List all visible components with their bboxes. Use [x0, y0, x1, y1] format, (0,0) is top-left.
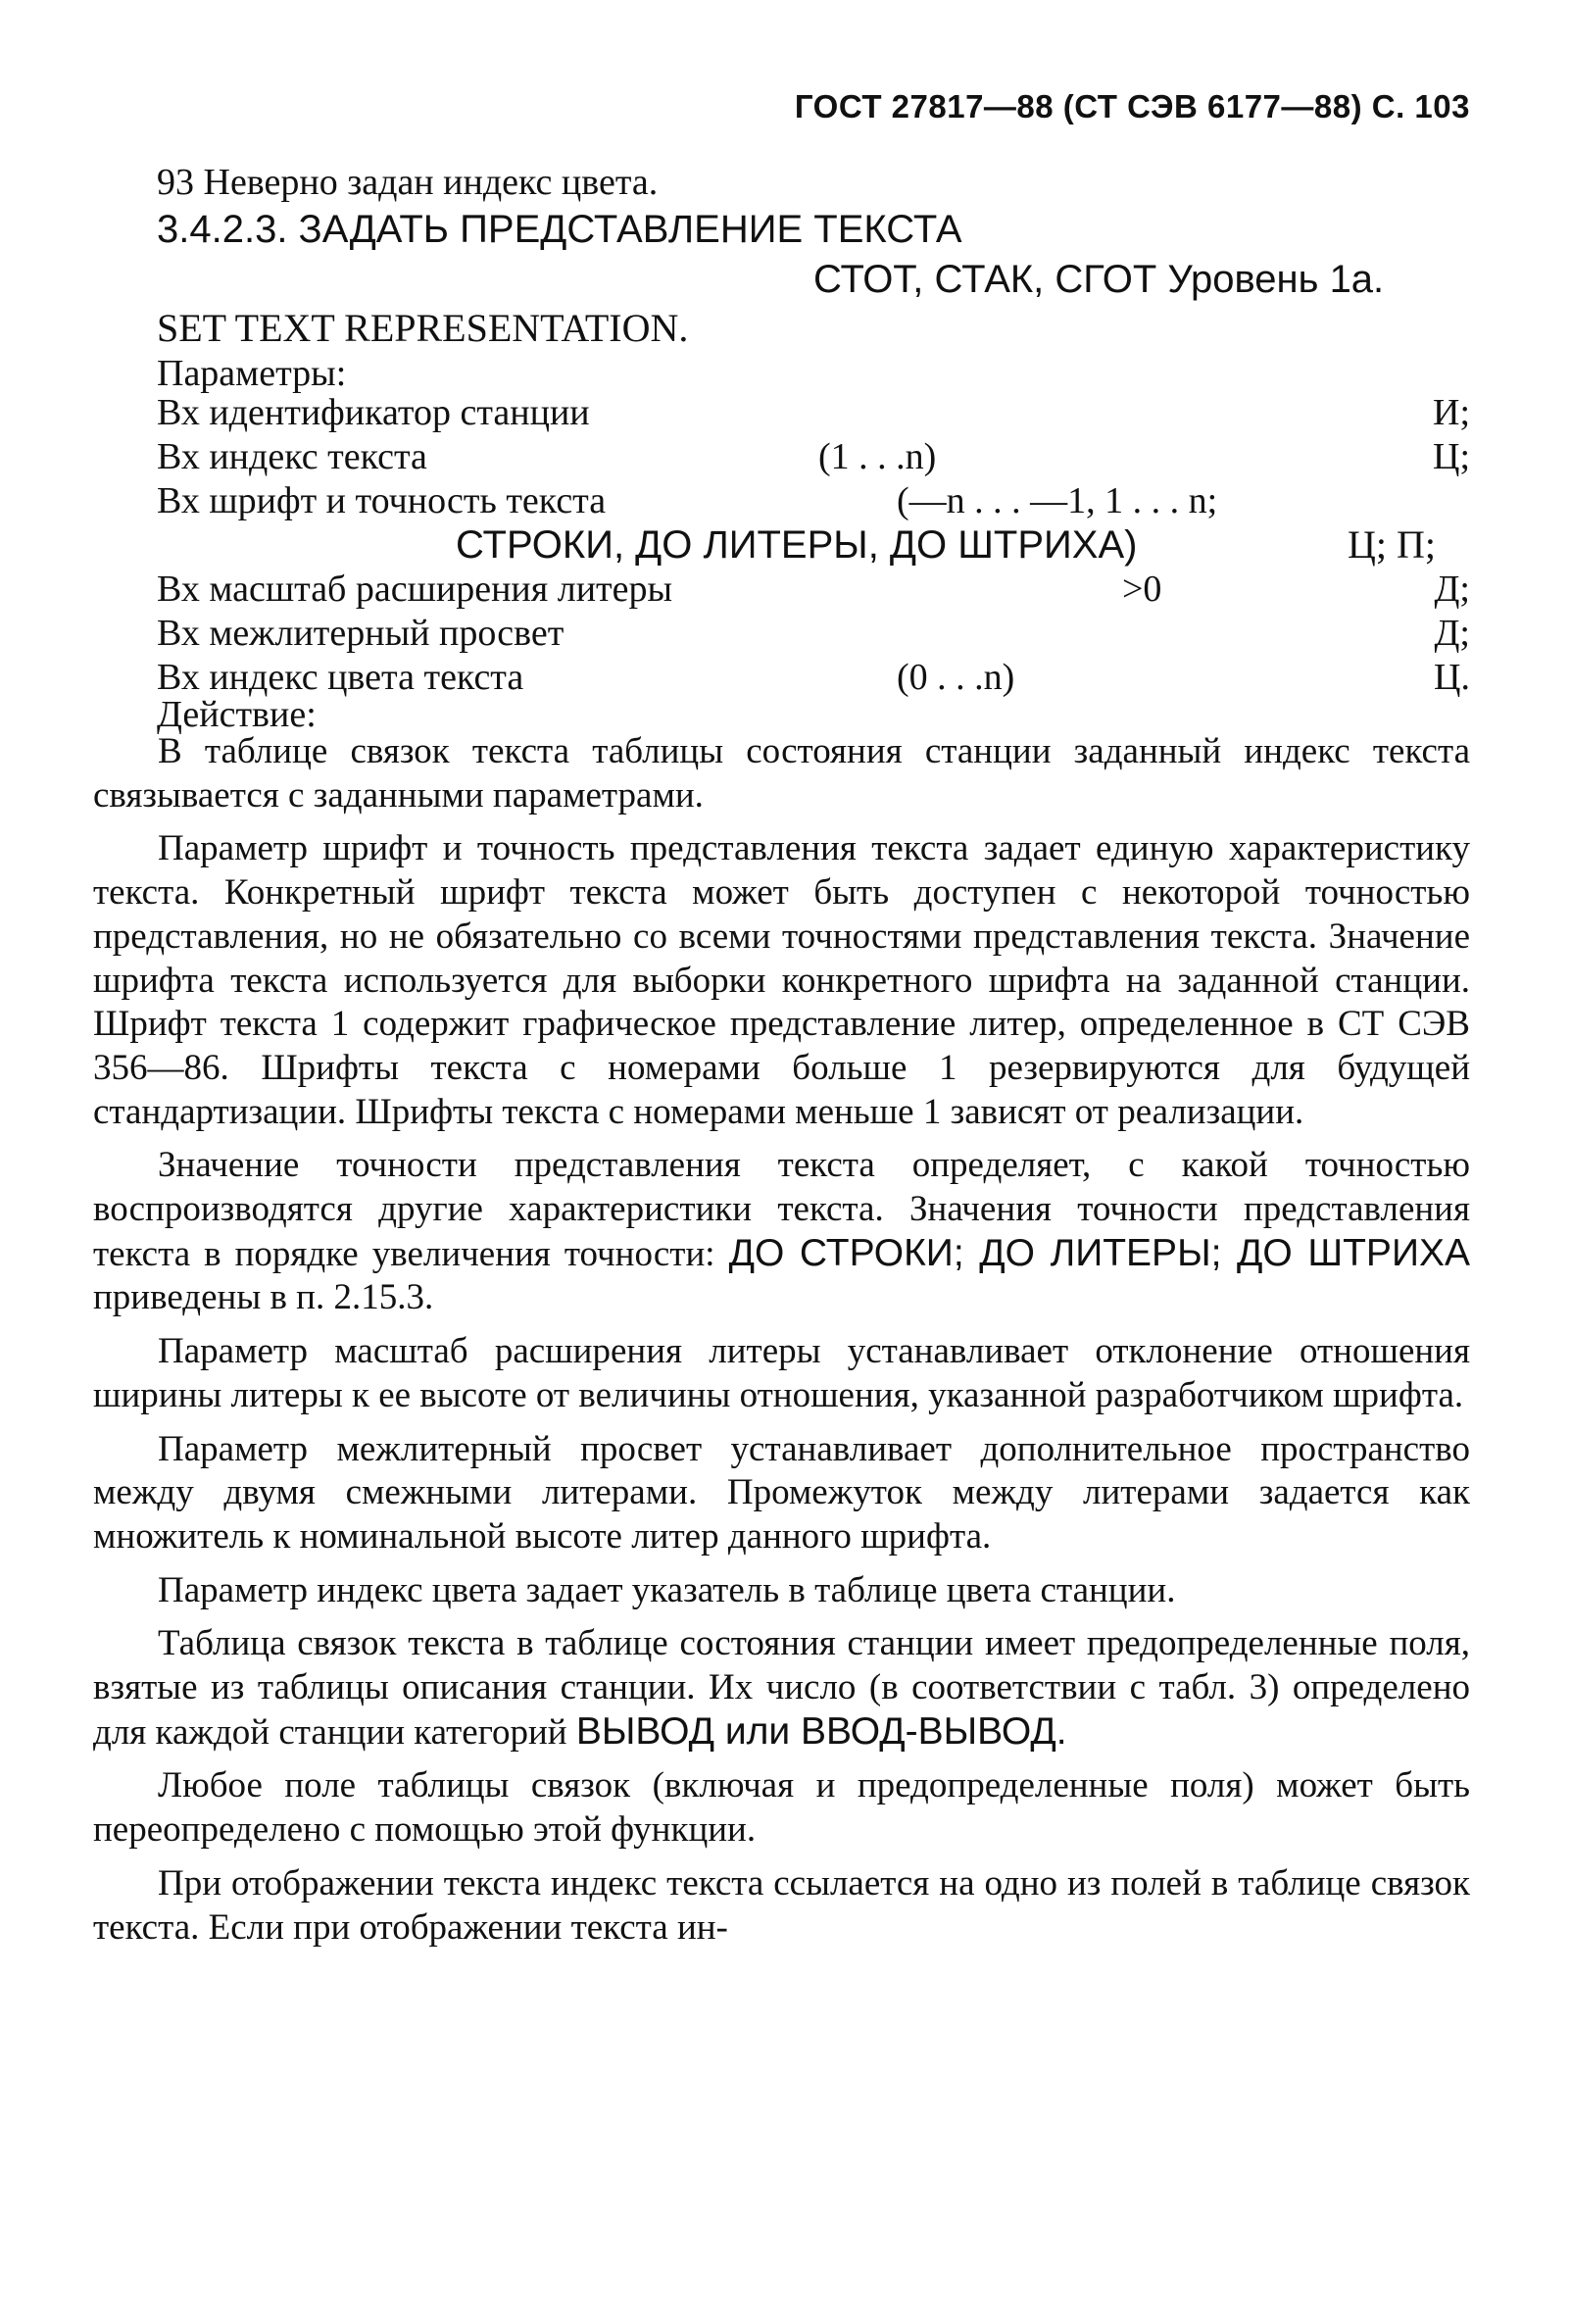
param-range: (1 . . .n)	[818, 436, 937, 477]
param-row	[157, 390, 1470, 435]
param-name: Вх индекс цвета текста	[157, 657, 524, 698]
paragraph: Параметр индекс цвета задает указатель в таблице цвета станции.	[158, 1569, 1176, 1610]
param-name: Вх индекс текста	[157, 436, 427, 477]
paragraph: Параметр шрифт и точность представления текста задает единую характеристику текста. Конкретный шрифт текста может быть доступен с некоторой точностью представления, но не обязательно со всеми точностями представления текста. Значение шрифта текста используется для выборки конкретного шрифта на заданной станции. Шрифт текста 1 содержит графическое представление литер, определенное в СТ СЭВ 356—86. Шрифты текста с номерами больше 1 резервируются для будущей стандартизации. Шрифты текста с номерами меньше 1 зависят от реализации.	[93, 828, 1470, 1132]
param-name: Вх масштаб расширения литеры	[157, 569, 673, 610]
paragraph: Любое поле таблицы связок (включая и предопределенные поля) может быть переопределено с помощью этой функции.	[93, 1765, 1470, 1851]
param-type: И;	[1433, 392, 1470, 433]
param-type: Д;	[1434, 613, 1470, 654]
category-values: ВЫВОД или ВВОД-ВЫВОД.	[575, 1709, 1067, 1753]
param-type: Ц;	[1433, 436, 1470, 477]
action-label: Действие:	[157, 694, 317, 735]
param-row	[157, 567, 1470, 612]
param-name: Вх идентификатор станции	[157, 392, 590, 433]
section-levels: СТОТ, СТАК, СГОТ Уровень 1а.	[813, 258, 1385, 301]
param-name: Вх межлитерный просвет	[157, 613, 564, 654]
param-range: СТРОКИ, ДО ЛИТЕРЫ, ДО ШТРИХА)	[456, 523, 1138, 567]
precision-values: ДО СТРОКИ; ДО ЛИТЕРЫ; ДО ШТРИХА	[728, 1231, 1470, 1274]
param-range-continuation	[456, 522, 1436, 568]
param-name: Вх шрифт и точность текста	[157, 480, 607, 521]
paragraph	[93, 1622, 1470, 1755]
param-range: >0	[1122, 569, 1162, 610]
paragraph-text: Таблица связок текста в таблице состояния станции имеет предопределенные поля, взятые из таблицы описания станции. Их число (в соответствии с табл. 3) определено для каждой станции категорий	[93, 1623, 1470, 1753]
body-text	[93, 730, 1470, 1959]
error-message-line: 93 Неверно задан индекс цвета.	[157, 162, 659, 203]
paragraph	[93, 1144, 1470, 1320]
parameters-label: Параметры:	[157, 353, 347, 394]
paragraph: В таблице связок текста таблицы состояния станции заданный индекс текста связывается с заданными параметрами.	[93, 731, 1470, 816]
paragraph: Параметр масштаб расширения литеры устанавливает отклонение отношения ширины литеры к ее высоте от величины отношения, указанной разработчиком шрифта.	[93, 1331, 1470, 1415]
param-row	[157, 478, 1470, 523]
param-type: Ц; П;	[1348, 522, 1436, 567]
paragraph: Параметр межлитерный просвет устанавливает дополнительное пространство между двумя смежными литерами. Промежуток между литерами задается как множитель к номинальной высоте литер данного шрифта.	[93, 1428, 1470, 1557]
param-type: Ц.	[1434, 657, 1470, 698]
param-row	[157, 655, 1470, 700]
param-range: (0 . . .n)	[897, 657, 1015, 698]
paragraph-text: Значение точности представления текста определяет, с какой точностью воспроизводятся другие характеристики текста. Значения точности представления текста в порядке увеличения точности:	[93, 1145, 1470, 1274]
param-row	[157, 434, 1470, 479]
param-type: Д;	[1434, 569, 1470, 610]
param-row	[157, 611, 1470, 656]
paragraph-text: приведены в п. 2.15.3.	[93, 1277, 434, 1318]
paragraph: При отображении текста индекс текста ссылается на одно из полей в таблице связок текста. Если при отображении текста ин-	[93, 1862, 1470, 1948]
running-header: ГОСТ 27817—88 (СТ СЭВ 6177—88) С. 103	[794, 88, 1470, 124]
section-heading: 3.4.2.3. ЗАДАТЬ ПРЕДСТАВЛЕНИЕ ТЕКСТА	[157, 208, 962, 251]
param-range: (—n . . . —1, 1 . . . n;	[897, 480, 1218, 521]
section-english-name: SET TEXT REPRESENTATION.	[157, 306, 689, 350]
